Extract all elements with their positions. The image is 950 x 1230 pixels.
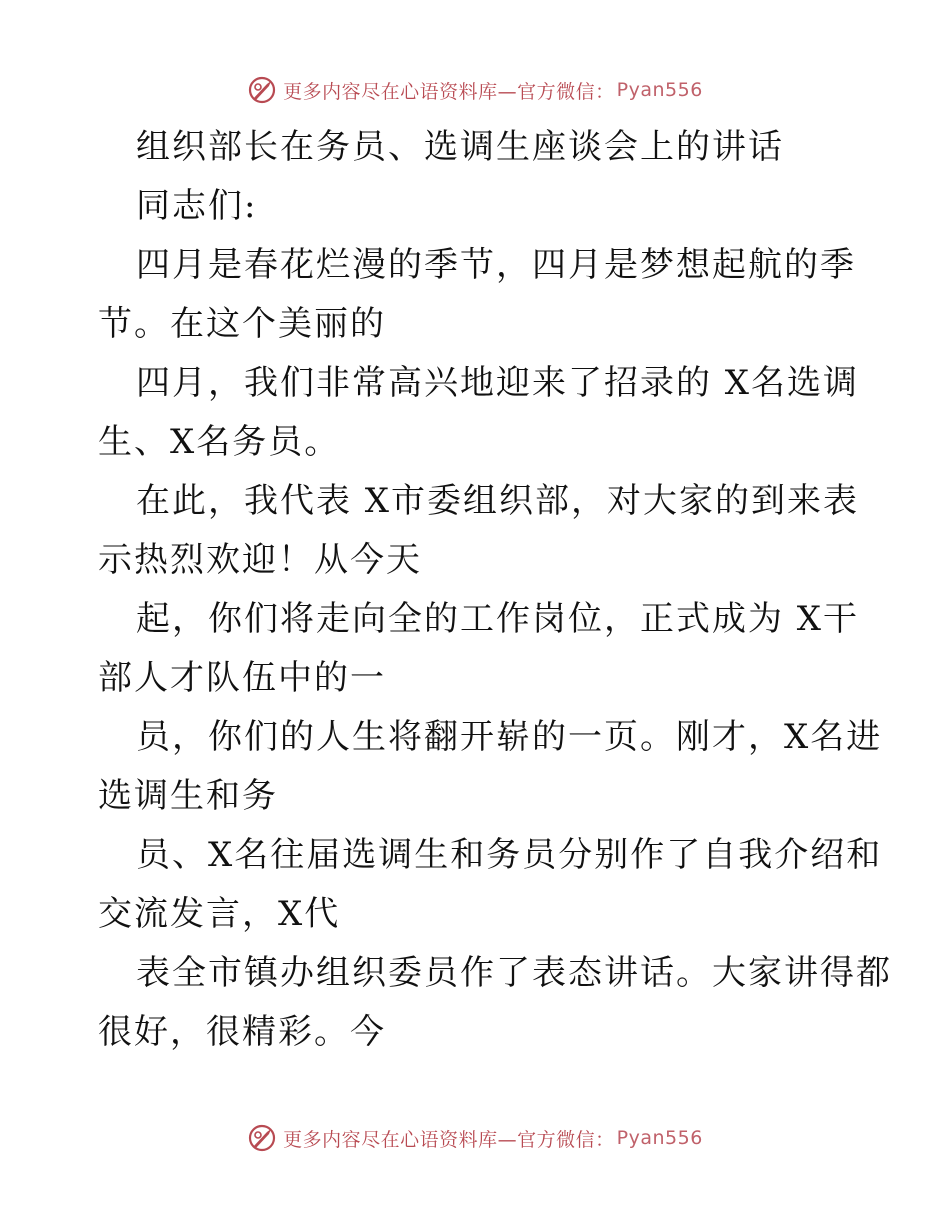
banner-text: 更多内容尽在心语资料库—官方微信：	[283, 80, 615, 103]
text-line: 四月是春花烂漫的季节，四月是梦想起航的季	[136, 245, 856, 285]
banner-wechat-id: Pyan556	[616, 1127, 703, 1149]
text-line: 交流发言，X代	[98, 894, 341, 934]
text-line: 部人才队伍中的一	[98, 658, 386, 698]
banner-text: 更多内容尽在心语资料库—官方微信：	[283, 1128, 615, 1151]
text-line: 员、X名往届选调生和务员分别作了自我介绍和	[136, 835, 883, 875]
text-line: 在此，我代表 X市委组织部，对大家的到来表	[136, 481, 860, 521]
text-line: 员，你们的人生将翻开崭的一页。刚才，X名进	[136, 717, 883, 757]
text-line: 同志们:	[136, 186, 258, 226]
text-line: 组织部长在务员、选调生座谈会上的讲话	[136, 127, 784, 167]
quill-logo-icon	[247, 1123, 277, 1153]
text-line: 起，你们将走向全的工作岗位，正式成为 X干	[136, 599, 860, 639]
document-body	[98, 118, 892, 1062]
quill-logo-icon	[247, 75, 277, 105]
text-line: 四月，我们非常高兴地迎来了招录的 X名选调	[136, 363, 860, 403]
text-line: 表全市镇办组织委员作了表态讲话。大家讲得都	[136, 953, 892, 993]
footer-banner	[0, 1118, 950, 1158]
text-line: 选调生和务	[98, 776, 278, 816]
banner-wechat-id: Pyan556	[616, 79, 703, 101]
text-line: 节。在这个美丽的	[98, 304, 386, 344]
text-line: 很好，很精彩。今	[98, 1012, 386, 1052]
text-line: 示热烈欢迎！从今天	[98, 540, 422, 580]
text-line: 生、X名务员。	[98, 422, 341, 462]
header-banner	[0, 70, 950, 110]
